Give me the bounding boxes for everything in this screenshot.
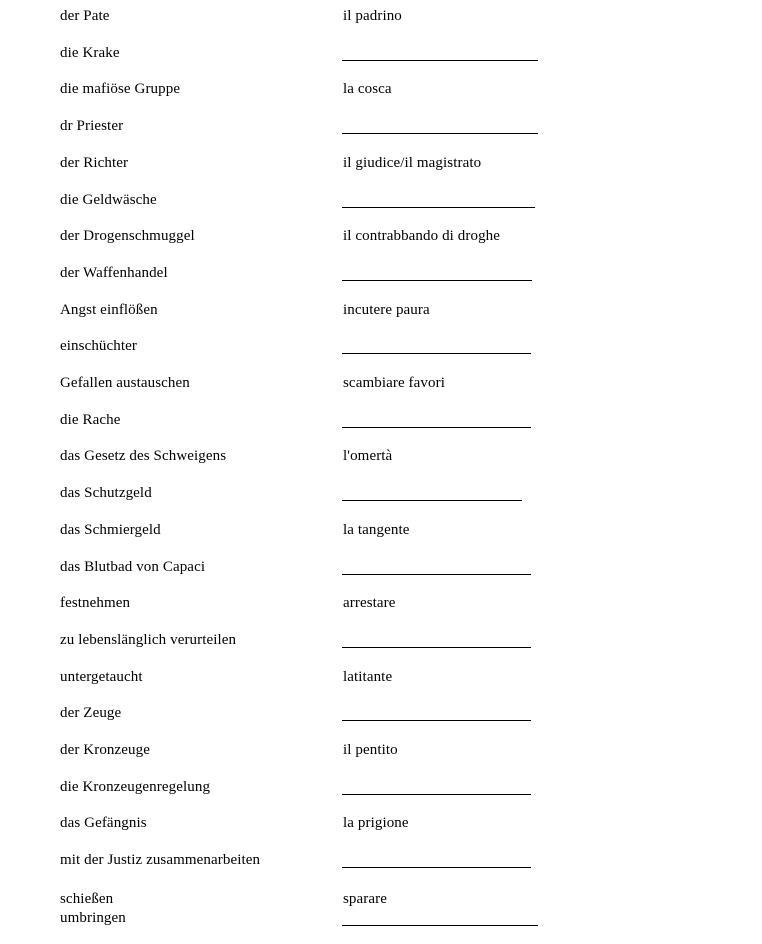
answer-blank-line[interactable]	[342, 427, 531, 428]
german-term: die Krake	[60, 44, 120, 61]
answer-blank-line[interactable]	[342, 647, 531, 648]
german-term: der Kronzeuge	[60, 742, 151, 758]
italian-term: scambiare favori	[343, 375, 445, 391]
german-term: der Richter	[60, 154, 129, 171]
german-term: einschüchter	[60, 338, 137, 355]
italian-term: il giudice/il magistrato	[343, 154, 482, 171]
german-term: der Waffenhandel	[60, 264, 168, 281]
german-term: festnehmen	[60, 595, 131, 612]
german-term: dr Priester	[60, 118, 124, 135]
german-term: schießen	[60, 891, 114, 907]
italian-term: latitante	[343, 668, 393, 685]
german-term: das Gesetz des Schweigens	[60, 448, 227, 465]
italian-term: la prigione	[343, 815, 409, 832]
german-term: der Pate	[60, 8, 110, 24]
answer-blank-line[interactable]	[342, 720, 531, 721]
german-term: der Drogenschmuggel	[60, 228, 195, 245]
answer-blank-line[interactable]	[342, 867, 531, 868]
italian-term: il padrino	[343, 8, 402, 24]
answer-blank-line[interactable]	[342, 133, 538, 134]
answer-blank-line[interactable]	[342, 207, 535, 208]
answer-blank-line[interactable]	[342, 574, 531, 575]
german-term: die Kronzeugenregelung	[60, 778, 211, 795]
answer-blank-line[interactable]	[342, 925, 538, 926]
german-term: umbringen	[60, 910, 126, 926]
german-term: die Geldwäsche	[60, 191, 157, 208]
italian-term: il pentito	[343, 742, 398, 758]
italian-term: la tangente	[343, 521, 410, 538]
german-term: Angst einflößen	[60, 301, 158, 318]
answer-blank-line[interactable]	[342, 500, 522, 501]
italian-term: l'omertà	[343, 448, 393, 465]
answer-blank-line[interactable]	[342, 353, 531, 354]
german-term: mit der Justiz zusammenarbeiten	[60, 852, 261, 869]
italian-term: sparare	[343, 891, 388, 907]
german-term: die mafiöse Gruppe	[60, 81, 181, 98]
italian-term: incutere paura	[343, 301, 430, 318]
italian-term: la cosca	[343, 81, 392, 98]
german-term: der Zeuge	[60, 705, 122, 722]
german-term: die Rache	[60, 411, 121, 428]
german-term: das Gefängnis	[60, 815, 147, 832]
german-term: untergetaucht	[60, 668, 143, 685]
german-term: das Schmiergeld	[60, 521, 161, 538]
german-term: Gefallen austauschen	[60, 375, 190, 391]
german-term: zu lebenslänglich verurteilen	[60, 631, 237, 648]
answer-blank-line[interactable]	[342, 794, 531, 795]
answer-blank-line[interactable]	[342, 60, 538, 61]
italian-term: arrestare	[343, 595, 396, 612]
answer-blank-line[interactable]	[342, 280, 532, 281]
german-term: das Blutbad von Capaci	[60, 558, 206, 575]
german-term: das Schutzgeld	[60, 485, 152, 502]
italian-term: il contrabbando di droghe	[343, 228, 501, 245]
